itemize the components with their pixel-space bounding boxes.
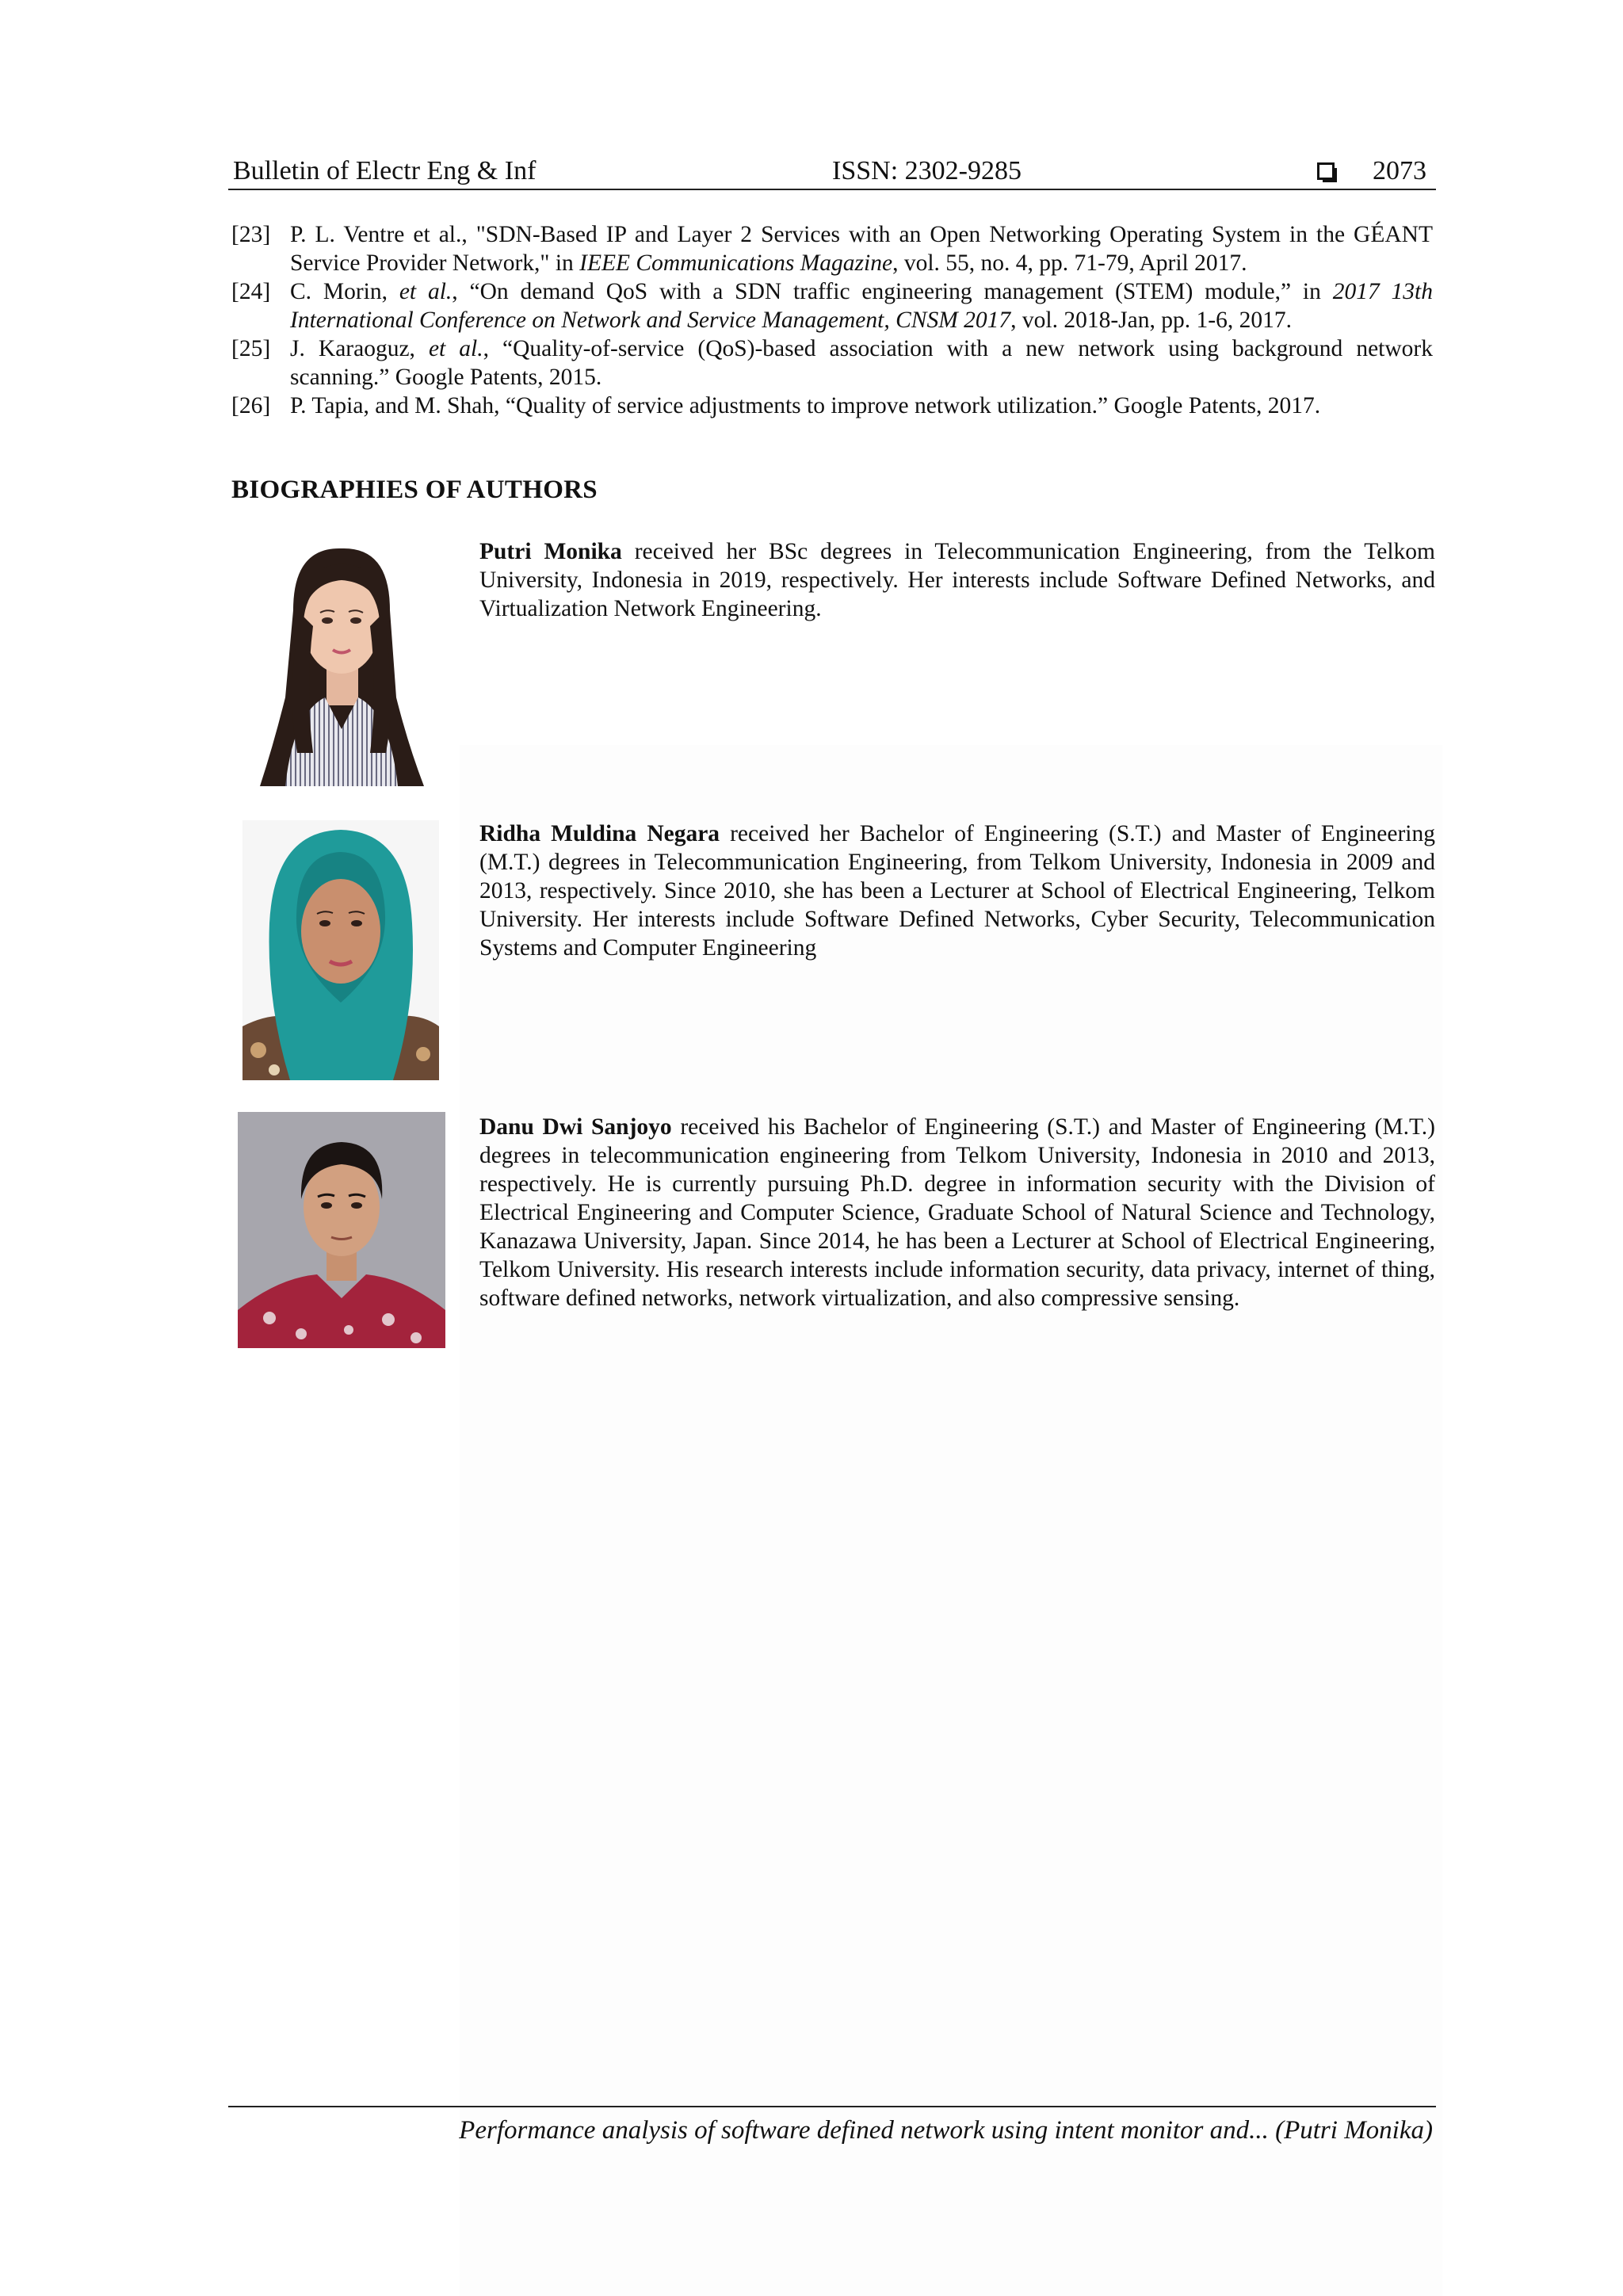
journal-name: Bulletin of Electr Eng & Inf — [233, 156, 537, 185]
reference-item — [231, 392, 1433, 420]
author-bio-text: received her Bachelor of Engineering (S.T.) and Master of Engineering (M.T.) degrees in Telecommunication Engineering, from Telkom University, Indonesia in 2009 and 2013, respectively. Since 2010, she has been a Lecturer at School of Electrical Engineering, Telkom University. Her interests include Software Defined Networks, Cyber Security, Telecommunication Systems and Computer Engineering — [479, 821, 1435, 961]
reference-journal: IEEE Communications Magazine — [579, 250, 893, 276]
reference-item — [231, 277, 1433, 334]
author-photo-ridha-muldina-negara — [242, 820, 439, 1080]
issn: ISSN: 2302-9285 — [832, 156, 1022, 185]
author-bio-putri-monika — [479, 537, 1435, 623]
reference-number: [25] — [231, 336, 271, 361]
reference-text-part: P. L. Ventre et al., "SDN-Based IP and Layer 2 Services with an Open Networking Operating System in the GÉANT Service Provider Network," in — [290, 222, 1433, 276]
reference-text — [290, 334, 1433, 392]
reference-etal: et al. — [428, 336, 483, 361]
author-bio-text: received her BSc degrees in Telecommunication Engineering, from the Telkom University, Indonesia in 2019, respectively. Her interests include Software Defined Networks, and Virtualization Network Engineering. — [479, 539, 1435, 621]
author-name: Danu Dwi Sanjoyo — [479, 1114, 672, 1140]
page-box-icon — [1317, 162, 1335, 180]
page-number-group — [1317, 152, 1426, 190]
reference-text-part: C. Morin, — [290, 279, 399, 304]
running-title: Performance analysis of software defined network using intent monitor and... (Putri Monika) — [459, 2116, 1433, 2145]
reference-text-part: J. Karaoguz, — [290, 336, 429, 361]
reference-conference: 2017 13th International Conference on Network and Service Management, CNSM 2017 — [290, 279, 1433, 333]
background-panel — [460, 745, 1442, 2296]
author-photo-putri-monika — [238, 539, 445, 786]
reference-number: [24] — [231, 279, 271, 304]
reference-number: [26] — [231, 393, 271, 418]
reference-text-part: P. Tapia, and M. Shah, “Quality of service adjustments to improve network utilization.” Google Patents, 2017. — [290, 393, 1321, 418]
reference-text — [290, 392, 1433, 420]
author-name: Ridha Muldina Negara — [479, 821, 720, 846]
reference-text-part: , vol. 55, no. 4, pp. 71-79, April 2017. — [892, 250, 1247, 276]
author-bio-ridha-muldina-negara — [479, 819, 1435, 962]
reference-etal: et al. — [399, 279, 453, 304]
reference-text-part: , vol. 2018-Jan, pp. 1-6, 2017. — [1010, 308, 1292, 333]
reference-text-part: , “Quality-of-service (QoS)-based association with a new network using background network scanning.” Google Patents, 2015. — [290, 336, 1434, 390]
footer-rule — [228, 2106, 1436, 2107]
reference-list — [231, 220, 1433, 420]
author-photo-danu-dwi-sanjoyo — [238, 1112, 445, 1348]
reference-text-part: , “On demand QoS with a SDN traffic engineering management (STEM) module,” in — [452, 279, 1333, 304]
biographies-heading: BIOGRAPHIES OF AUTHORS — [231, 476, 598, 504]
reference-item — [231, 220, 1433, 277]
author-name: Putri Monika — [479, 539, 622, 564]
reference-text — [290, 277, 1433, 334]
author-bio-danu-dwi-sanjoyo — [479, 1113, 1435, 1312]
reference-text — [290, 220, 1433, 277]
reference-item — [231, 334, 1433, 392]
reference-number: [23] — [231, 222, 271, 247]
page-number: 2073 — [1373, 156, 1426, 185]
header-rule — [228, 189, 1436, 190]
author-bio-text: received his Bachelor of Engineering (S.T.) and Master of Engineering (M.T.) degrees in telecommunication engineering from Telkom University, Indonesia in 2010 and 2013, respectively. He is currently pursuing Ph.D. degree in information security with the Division of Electrical Engineering and Computer Science, Graduate School of Natural Science and Technology, Kanazawa University, Japan. Since 2014, he has been a Lecturer at School of Electrical Engineering, Telkom University. His research interests include information security, data privacy, internet of thing, software defined networks, network virtualization, and also compressive sensing. — [479, 1114, 1435, 1311]
page-header — [230, 152, 1434, 190]
